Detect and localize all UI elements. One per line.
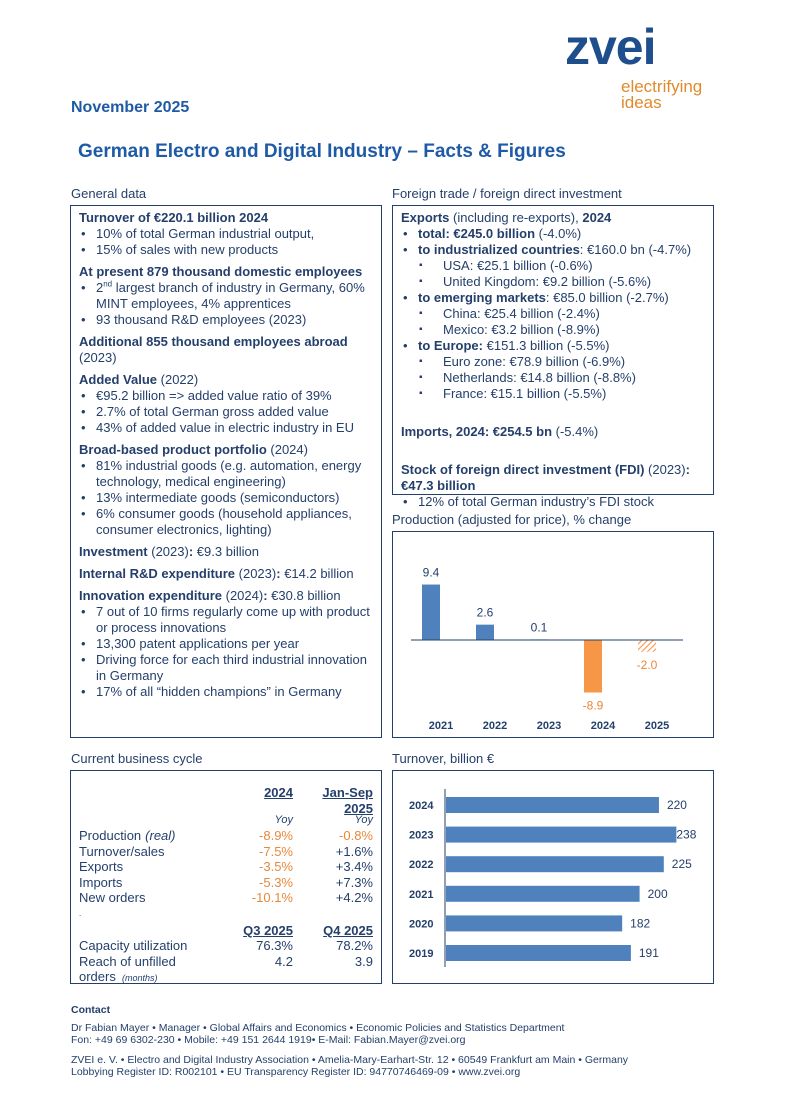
- row-label: Production: [79, 828, 142, 843]
- tagline-line: ideas: [621, 93, 662, 112]
- value-col1: -10.1%: [251, 890, 293, 905]
- col-header-line: 2025: [344, 800, 373, 816]
- data-label: 238: [676, 827, 697, 842]
- page-title: German Electro and Digital Industry – Facts & Figures: [78, 141, 566, 162]
- y-tick-label: 2019: [409, 948, 434, 960]
- text-run: : €85.0 billion (-2.7%): [545, 290, 669, 305]
- text-run: USA: €25.1 billion (-0.6%): [443, 258, 593, 273]
- text-run: China: €25.4 billion (-2.4%): [443, 306, 600, 321]
- value-col2: 78.2%: [336, 938, 373, 953]
- text-run: :: [263, 588, 272, 603]
- x-tick-label: 2023: [536, 720, 562, 732]
- table-row: [79, 844, 373, 860]
- text-run: (including re-exports),: [449, 210, 583, 225]
- row-label: New orders: [79, 890, 146, 905]
- col-header-jan-sep: [322, 785, 373, 816]
- col-header-line: Jan-Sep: [322, 785, 373, 800]
- col-header-q3: Q3 2025: [243, 923, 293, 938]
- col-header-q4: Q4 2025: [323, 923, 373, 938]
- data-label: -8.9: [582, 698, 604, 713]
- row-note: (months): [122, 972, 158, 983]
- y-tick-label: 2021: [409, 888, 434, 901]
- yoy-label: Yoy: [354, 814, 373, 826]
- yoy-label: Yoy: [274, 814, 293, 826]
- list-item: • 17% of all “hidden champions” in Germany: [79, 684, 373, 700]
- list-item: • 13,300 patent applications per year: [79, 636, 373, 652]
- text-run: Stock of foreign direct investment (FDI): [401, 462, 645, 477]
- row-label: Imports: [79, 874, 123, 890]
- value-col1: 4.2: [274, 953, 293, 969]
- bullet-list: [401, 226, 705, 402]
- separator-dot: .: [79, 909, 82, 918]
- general-data-box: [70, 205, 382, 738]
- text-run: Broad-based product portfolio: [79, 442, 267, 457]
- bar-2025: [638, 640, 656, 652]
- contact-line: Fon: +49 69 6302-230 • Mobile: +49 151 2644 1919• E-Mail: Fabian.Mayer@zvei.org: [71, 1034, 466, 1046]
- table-row: [79, 890, 373, 906]
- text-run: Investment: [79, 544, 148, 559]
- list-item: • 43% of added value in electric industry in EU: [79, 420, 373, 436]
- list-item: [401, 274, 705, 290]
- section-label-cycle: Current business cycle: [71, 751, 203, 766]
- list-item: [401, 242, 705, 258]
- logo-tagline: [621, 79, 702, 111]
- cycle-rows-2: [79, 938, 373, 984]
- text-run: Added Value: [79, 372, 158, 387]
- text-run: : €47.3 billion: [401, 462, 690, 493]
- text-run: Exports: [401, 210, 450, 225]
- x-tick-label: 2022: [482, 720, 508, 732]
- bullet-list: [79, 604, 373, 700]
- spacer: [401, 440, 705, 456]
- value-col2: 3.9: [354, 953, 373, 969]
- tagline-line: electrifying: [621, 77, 703, 96]
- section-heading: [79, 442, 373, 458]
- bar-2021: [446, 886, 640, 902]
- bar-2024: [446, 797, 659, 813]
- production-chart: [393, 532, 713, 737]
- list-item: [401, 290, 705, 306]
- spacer: [401, 402, 705, 418]
- text-run: (2024): [222, 588, 264, 603]
- turnover-chart-title: Turnover, billion €: [392, 751, 495, 766]
- value-col1: -8.9%: [259, 828, 293, 843]
- bar-2022: [446, 856, 664, 872]
- value-col2: -0.8%: [339, 828, 373, 843]
- list-item: • 81% industrial goods (e.g. automation, energy technology, medical engineering): [79, 458, 373, 490]
- value-col2: +1.6%: [335, 843, 373, 859]
- section-heading: [79, 210, 373, 226]
- text-run: France: €15.1 billion (-5.5%): [443, 386, 607, 401]
- section-heading: [79, 588, 373, 604]
- text-run: nd: [103, 279, 113, 289]
- data-label: 200: [647, 886, 668, 901]
- list-item: [79, 280, 373, 312]
- bar-2022: [476, 625, 494, 640]
- text-run: largest branch of industry in Germany, 60% MINT employees, 4% apprentices: [96, 280, 365, 311]
- turnover-chart-box: [392, 770, 714, 984]
- text-run: :: [188, 544, 197, 559]
- text-run: €151.3 billion (-5.5%): [486, 338, 610, 353]
- section-heading: [79, 544, 373, 560]
- data-label: 191: [638, 946, 659, 960]
- production-chart-title: Production (adjusted for price), % change: [392, 512, 632, 527]
- bullet-list: [79, 226, 373, 258]
- data-label: 2.6: [476, 605, 494, 620]
- list-item: [401, 306, 705, 322]
- text-run: Euro zone: €78.9 billion (-6.9%): [443, 354, 626, 369]
- text-run: Additional 855 thousand employees abroad: [79, 334, 348, 349]
- bar-2023: [446, 827, 676, 843]
- list-item: [401, 226, 705, 242]
- section-heading: [79, 566, 373, 582]
- text-run: 2: [96, 280, 104, 295]
- list-item: [401, 386, 705, 402]
- text-run: 12% of total German industry’s FDI stock: [418, 494, 655, 509]
- text-run: Internal R&D expenditure: [79, 566, 236, 581]
- section-heading: [79, 372, 373, 388]
- business-cycle-box: [70, 770, 382, 984]
- text-run: Turnover of €220.1 billion 2024: [79, 210, 269, 225]
- y-tick-label: 2020: [409, 918, 434, 931]
- y-tick-label: 2022: [409, 859, 434, 872]
- bullet-list: [401, 494, 705, 510]
- text-run: to emerging markets: [418, 290, 546, 305]
- list-item: • €95.2 billion => added value ratio of 39%: [79, 388, 373, 404]
- section-heading: [401, 424, 705, 440]
- list-item: • 10% of total German industrial output,: [79, 226, 373, 242]
- text-run: (-4.0%): [535, 226, 582, 241]
- col-header-2024: 2024: [264, 785, 293, 800]
- bar-2021: [422, 585, 440, 640]
- production-chart-box: [392, 531, 714, 738]
- bullet-list: [79, 280, 373, 328]
- table-row: [79, 875, 373, 891]
- text-run: (2024): [266, 442, 308, 457]
- value-col2: +3.4%: [335, 859, 373, 874]
- cycle-rows: [79, 828, 373, 906]
- value-col2: +4.2%: [335, 890, 373, 905]
- list-item: [401, 258, 705, 274]
- bar-2020: [446, 915, 622, 931]
- text-run: Imports, 2024: €254.5 bn: [401, 424, 553, 439]
- text-run: :: [276, 566, 285, 581]
- list-item: [401, 338, 705, 354]
- section-heading: [401, 210, 705, 226]
- text-run: Mexico: €3.2 billion (-8.9%): [443, 322, 600, 337]
- table-row: [79, 828, 373, 844]
- section-heading: [79, 334, 373, 366]
- text-run: Innovation expenditure: [79, 588, 223, 603]
- section-label-trade: Foreign trade / foreign direct investment: [392, 186, 622, 201]
- section-heading: [401, 462, 705, 494]
- text-run: 2024: [582, 210, 612, 225]
- data-label: 220: [666, 798, 687, 812]
- section-heading: [79, 264, 373, 280]
- text-run: €9.3 billion: [196, 544, 259, 559]
- table-row: [79, 953, 373, 984]
- list-item: • Driving force for each third industrial innovation in Germany: [79, 652, 373, 684]
- text-run: to Europe:: [418, 338, 487, 353]
- bar-2024: [584, 640, 602, 693]
- value-col1: -7.5%: [259, 843, 293, 859]
- text-run: (2023): [79, 350, 117, 365]
- data-label: 225: [671, 857, 692, 872]
- general-data-content: [71, 206, 381, 704]
- text-run: to industrialized countries: [418, 242, 580, 257]
- text-run: (2023): [644, 462, 686, 477]
- row-note: (real): [145, 828, 176, 843]
- trade-content: [393, 206, 713, 514]
- bullet-list: [79, 458, 373, 538]
- address-line: ZVEI e. V. • Electro and Digital Industry Association • Amelia-Mary-Earhart-Str. 12 • 60549 Frankfurt am Main • Germany: [71, 1054, 629, 1066]
- x-tick-label: 2025: [644, 720, 670, 732]
- list-item: • 6% consumer goods (household appliances, consumer electronics, lighting): [79, 506, 373, 538]
- register-line: Lobbying Register ID: R002101 • EU Transparency Register ID: 94770746469-09 • www.zvei.org: [71, 1066, 521, 1078]
- list-item: • 13% intermediate goods (semiconductors): [79, 490, 373, 506]
- row-label: Exports: [79, 859, 124, 874]
- value-col1: 76.3%: [256, 938, 293, 953]
- value-col1: -3.5%: [259, 859, 293, 874]
- text-run: : €160.0 bn (-4.7%): [579, 242, 692, 257]
- text-run: (2023): [235, 566, 277, 581]
- bar-2019: [446, 945, 631, 961]
- report-date: November 2025: [71, 99, 190, 116]
- text-run: €14.2 billion: [284, 566, 354, 581]
- turnover-chart: [393, 771, 713, 983]
- text-run: At present 879 thousand domestic employees: [79, 264, 363, 279]
- text-run: United Kingdom: €9.2 billion (-5.6%): [443, 274, 652, 289]
- text-run: total: €245.0 billion: [418, 226, 536, 241]
- row-label: Reach of unfilled orders: [79, 953, 176, 984]
- data-label: 0.1: [530, 620, 548, 635]
- data-label: 9.4: [422, 565, 440, 580]
- list-item: • 7 out of 10 firms regularly come up with product or process innovations: [79, 604, 373, 636]
- list-item: [401, 370, 705, 386]
- zvei-logo: zvei: [565, 19, 656, 75]
- text-run: Netherlands: €14.8 billion (-8.8%): [443, 370, 636, 385]
- data-label: -2.0: [636, 657, 658, 672]
- section-label-general: General data: [71, 186, 147, 201]
- x-tick-label: 2024: [590, 720, 616, 732]
- data-label: 182: [630, 916, 651, 931]
- bullet-list: [79, 388, 373, 436]
- contact-label: Contact: [71, 1004, 111, 1016]
- row-label: Capacity utilization: [79, 938, 188, 953]
- table-row: [79, 938, 373, 954]
- x-tick-label: 2021: [428, 720, 454, 732]
- list-item: • 2.7% of total German gross added value: [79, 404, 373, 420]
- row-label: Turnover/sales: [79, 843, 165, 859]
- text-run: (2023): [147, 544, 189, 559]
- list-item: • 93 thousand R&D employees (2023): [79, 312, 373, 328]
- trade-box: [392, 205, 714, 509]
- contact-line: Dr Fabian Mayer • Manager • Global Affairs and Economics • Economic Policies and Statistics Department: [71, 1022, 565, 1034]
- y-tick-label: 2023: [409, 829, 434, 842]
- value-col2: +7.3%: [335, 874, 373, 890]
- value-col1: -5.3%: [259, 874, 293, 890]
- list-item: • 15% of sales with new products: [79, 242, 373, 258]
- table-row: [79, 859, 373, 875]
- list-item: [401, 354, 705, 370]
- list-item: [401, 494, 705, 510]
- text-run: (2022): [157, 372, 199, 387]
- list-item: [401, 322, 705, 338]
- y-tick-label: 2024: [409, 800, 434, 812]
- text-run: €30.8 billion: [271, 588, 341, 603]
- text-run: (-5.4%): [552, 424, 599, 439]
